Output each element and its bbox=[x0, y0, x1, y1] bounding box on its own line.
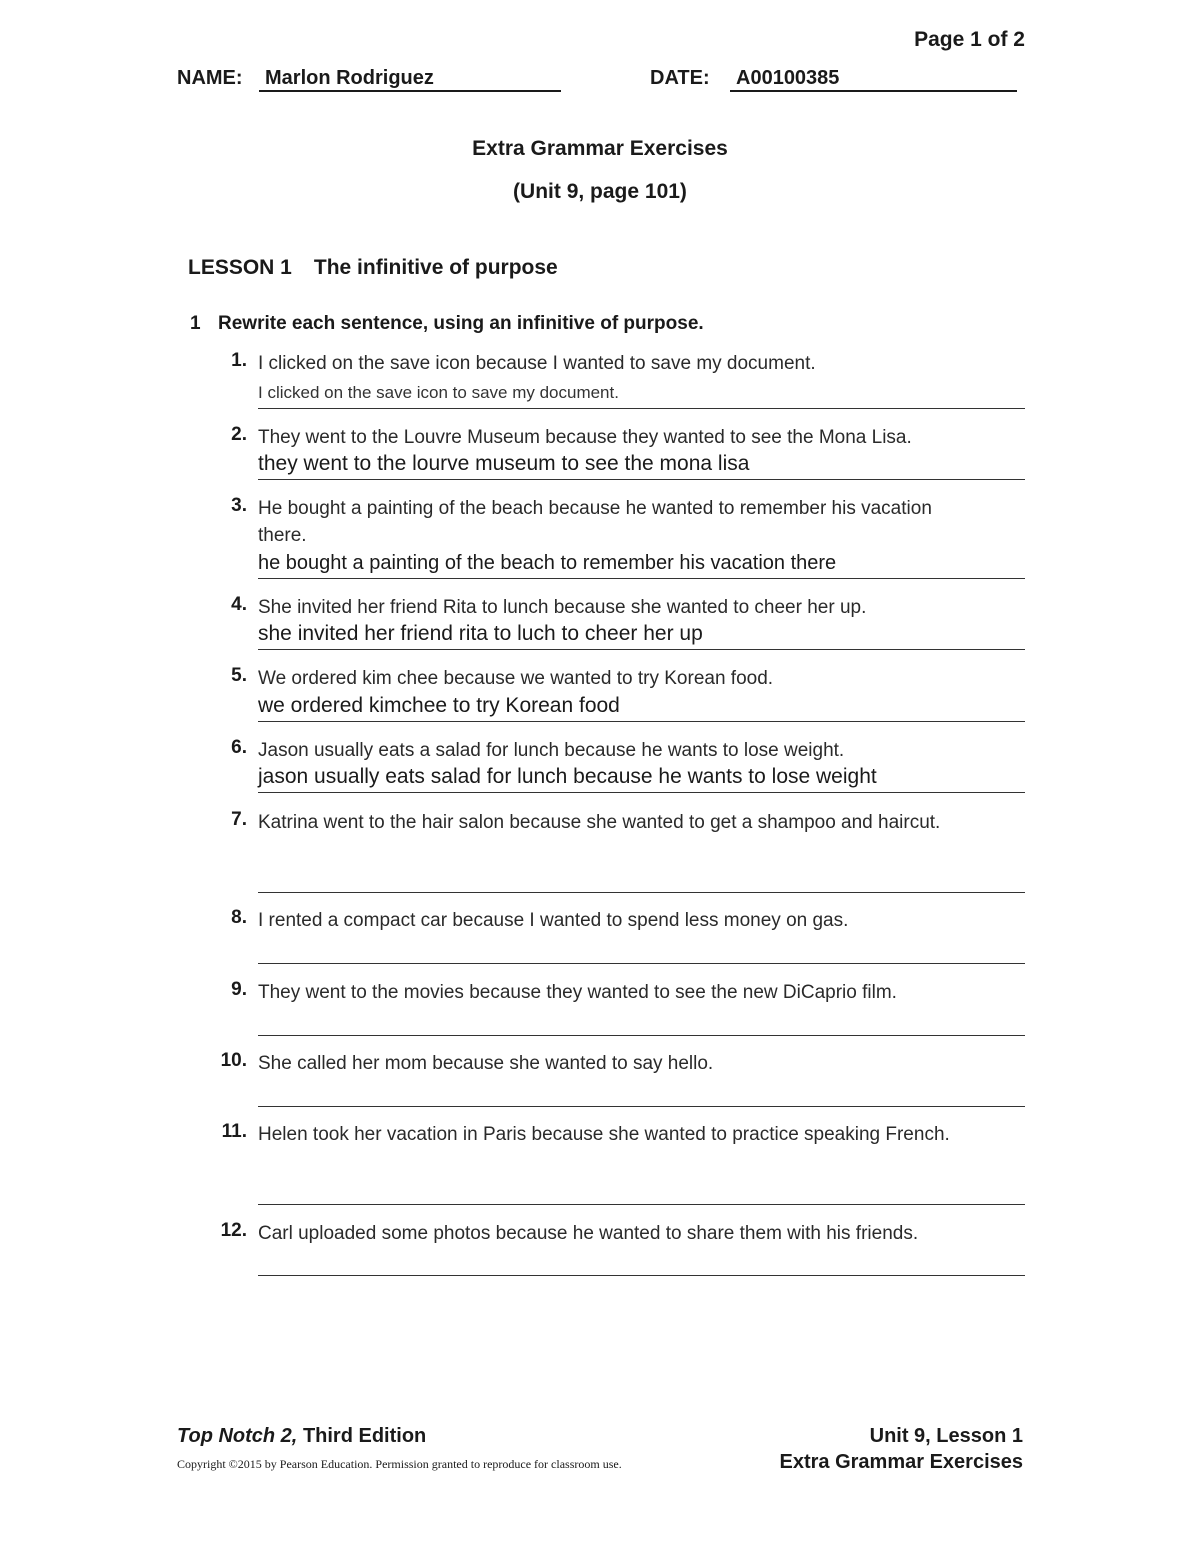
instruction-text: Rewrite each sentence, using an infinitive of purpose. bbox=[218, 313, 704, 334]
exercise-number: 1 bbox=[190, 313, 201, 334]
book-edition: Third Edition bbox=[302, 1425, 427, 1447]
lesson-heading bbox=[188, 256, 558, 280]
item-number: 1. bbox=[231, 350, 247, 371]
footer-book-title bbox=[177, 1425, 426, 1448]
item-question: I rented a compact car because I wanted to spend less money on gas. bbox=[258, 910, 849, 931]
item-number: 6. bbox=[231, 737, 247, 758]
item-number: 12. bbox=[220, 1220, 247, 1241]
header bbox=[177, 67, 1027, 97]
exercise-instruction bbox=[190, 313, 704, 335]
item-number: 9. bbox=[231, 979, 247, 1000]
item-question: He bought a painting of the beach because he wanted to remember his vacation there. bbox=[258, 498, 932, 546]
item-question: They went to the movies because they wanted to see the new DiCaprio film. bbox=[258, 982, 897, 1003]
answer-line[interactable] bbox=[258, 1007, 1025, 1036]
item-question: They went to the Louvre Museum because they wanted to see the Mona Lisa. bbox=[258, 427, 912, 448]
item-number: 5. bbox=[231, 665, 247, 686]
item-number: 8. bbox=[231, 907, 247, 928]
item-number: 11. bbox=[221, 1121, 247, 1142]
item-number: 2. bbox=[231, 424, 247, 445]
item-number: 3. bbox=[231, 495, 247, 516]
answer-line[interactable] bbox=[258, 864, 1025, 893]
answer-line[interactable] bbox=[258, 935, 1025, 964]
page-number: Page 1 of 2 bbox=[914, 28, 1025, 51]
answer-line[interactable]: we ordered kimchee to try Korean food bbox=[258, 693, 1025, 722]
item-question: She invited her friend Rita to lunch because she wanted to cheer her up. bbox=[258, 597, 867, 618]
item-number: 7. bbox=[231, 809, 247, 830]
item-number: 10. bbox=[220, 1050, 247, 1071]
name-label: NAME: bbox=[177, 67, 243, 89]
footer-unit-lesson: Unit 9, Lesson 1 bbox=[869, 1425, 1023, 1447]
answer-line[interactable]: they went to the lourve museum to see the mona lisa bbox=[258, 451, 1025, 480]
item-question: Carl uploaded some photos because he wanted to share them with his friends. bbox=[258, 1223, 919, 1244]
answer-line[interactable]: jason usually eats salad for lunch because he wants to lose weight bbox=[258, 764, 1025, 793]
answer-line[interactable] bbox=[258, 1176, 1025, 1205]
book-title: Top Notch 2, bbox=[177, 1425, 298, 1447]
item-question: Jason usually eats a salad for lunch because he wants to lose weight. bbox=[258, 740, 845, 761]
answer-line[interactable] bbox=[258, 1247, 1025, 1276]
answer-line[interactable]: I clicked on the save icon to save my document. bbox=[258, 380, 1025, 409]
lesson-title: The infinitive of purpose bbox=[313, 256, 558, 279]
item-question: I clicked on the save icon because I wanted to save my document. bbox=[258, 353, 816, 374]
footer-copyright: Copyright ©2015 by Pearson Education. Permission granted to reproduce for classroom use. bbox=[177, 1457, 622, 1471]
item-question: Helen took her vacation in Paris because she wanted to practice speaking French. bbox=[258, 1124, 950, 1145]
name-field[interactable]: Marlon Rodriguez bbox=[259, 67, 561, 92]
item-question: Katrina went to the hair salon because she wanted to get a shampoo and haircut. bbox=[258, 812, 941, 833]
worksheet-title: Extra Grammar Exercises bbox=[472, 137, 728, 160]
date-label: DATE: bbox=[650, 67, 710, 89]
lesson-number: LESSON 1 bbox=[188, 256, 292, 279]
answer-line[interactable]: she invited her friend rita to luch to cheer her up bbox=[258, 621, 1025, 650]
item-number: 4. bbox=[231, 594, 247, 615]
footer-section: Extra Grammar Exercises bbox=[779, 1451, 1023, 1473]
answer-line[interactable] bbox=[258, 1078, 1025, 1107]
item-question: We ordered kim chee because we wanted to try Korean food. bbox=[258, 668, 774, 689]
answer-line[interactable]: he bought a painting of the beach to remember his vacation there bbox=[258, 550, 1025, 579]
date-field[interactable]: A00100385 bbox=[730, 67, 1017, 92]
worksheet-subtitle: (Unit 9, page 101) bbox=[513, 180, 687, 203]
item-question: She called her mom because she wanted to say hello. bbox=[258, 1053, 714, 1074]
